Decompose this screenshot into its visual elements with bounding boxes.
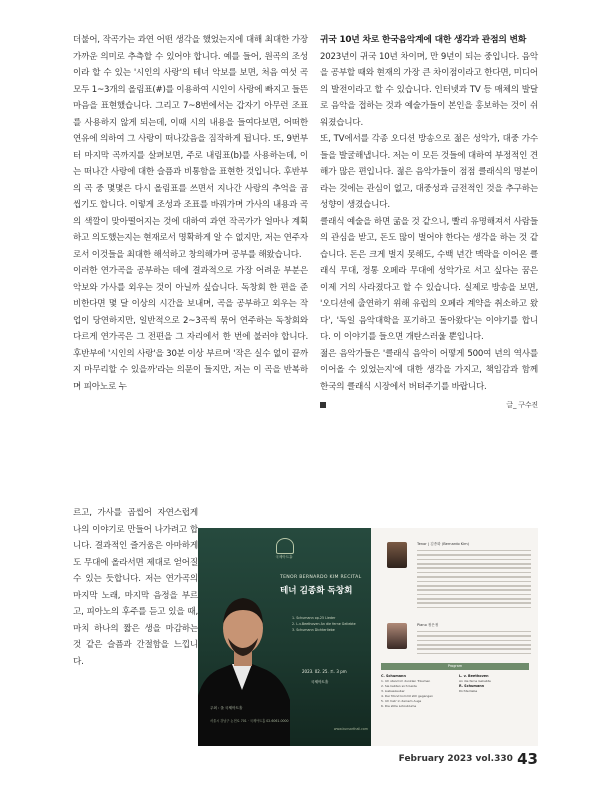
right-paragraph-1: 2023년이 귀국 10년 차이며, 만 9년이 되는 중입니다. 음악을 공부할 때와 현재의 가장 큰 차이점이라고 한다면, 미디어의 발전이라고 할 수 있습니다. 인터넷과 TV 등 매체의 발달로 음악을 접하는 것과 예술가들이 본인을 홍보하는 것이 쉬워졌습니다.	[320, 51, 538, 128]
poster-title: 테너 김종화 독창회	[280, 586, 353, 596]
program-column-1	[381, 674, 451, 709]
pianist-name: Piano 정은정	[417, 623, 439, 627]
pianist-photo	[387, 623, 407, 649]
poster-venue: 국제아트홀	[311, 680, 329, 684]
right-paragraph-3: 클래식 예술을 하면 굶을 것 같으니, 빨리 유명해져서 사람들의 관심을 받고, 돈도 많이 벌어야 한다는 생각을 하는 것 같습니다. 돈은 크게 벌지 못해도, 수백 년간 맥락을 이어온 클래식 무대, 정통 오페라 무대에 성악가로 서고 싶다는 꿈은 이제 거의 사라졌다고 할 수 있습니다. 실제로 방송을 보면, '오디션에 출연하기 위해 유럽의 오페라 계약을 취소하고 왔다', '독일 음악대학을 포기하고 돌아왔다'는 이야기를 합니다. 이 이야기를 들으면 개탄스러울 뿐입니다.	[320, 216, 538, 342]
program-item: 1. Ich stand im dunklen Träumen	[381, 679, 431, 683]
byline	[320, 397, 538, 414]
tenor-bio	[417, 547, 531, 608]
right-paragraph-2: 또, TV에서를 각종 오디션 방송으로 젊은 성악가, 대중 가수들을 발굴해냅니다. 저는 이 모든 것들에 대하여 부정적인 견해가 많은 편입니다. 젊은 음악가들이 점점 클래식의 명분이라는 것에는 관심이 없고, 대중성과 금전적인 것을 추구하는 성향이 생겼습니다.	[320, 134, 538, 210]
program-item: 3. Liebeszauber	[381, 689, 405, 693]
program-header-bar: Program	[381, 663, 529, 670]
program-item: Dichterliebe	[459, 689, 478, 693]
poster-program-line: 3. Schumann Dichterliebe	[292, 628, 335, 632]
left-paragraph-2: 이러한 연가곡을 공부하는 데에 결과적으로 가장 어려운 부분은 악보와 가사를 외우는 것이 아닐까 싶습니다. 독창회 한 편을 준비한다면 몇 달 이상의 시간을 보내며, 곡을 공부하고 외우는 작업이 당연하지만, 일반적으로 2~3곡씩 묶어 연주하는 독창회와 다르게 연가곡은 그 전편을 그 자리에서 한 번에 불러야 합니다. 후반부에 '시인의 사랑'을 30분 이상 부르며 '작은 실수 없이 끝까지 마무리할 수 있을까'라는 의문이 들지만, 저는 이 곡을 반복하며 피아노로 누	[73, 266, 308, 392]
tenor-photo	[387, 542, 407, 568]
poster-program-line: 2. L.v.Beethoven An die ferne Geliebte	[292, 622, 356, 626]
pianist-bio	[417, 628, 531, 654]
program-info-page	[371, 528, 538, 746]
end-mark-icon	[320, 402, 326, 408]
poster-subtitle: TENOR BERNARDO KIM RECITAL	[280, 575, 362, 580]
author-credit: 글_ 구수진	[506, 401, 538, 409]
composer-name: C. Schumann	[381, 674, 406, 678]
program-item: 6. Die stille Lotosblume	[381, 704, 417, 708]
issue-label: February 2023 vol.330	[398, 754, 513, 764]
tenor-name: Tenor | 김종화 (Bernardo Kim)	[417, 542, 470, 546]
poster-date: 2023. 02. 25. 토. 3 pm	[302, 669, 347, 674]
hall-logo-icon	[276, 538, 294, 554]
left-column-text	[73, 32, 308, 395]
program-item: 2. Sie liebten sich beide	[381, 684, 417, 688]
section-title: 귀국 10년 차로 한국음악계에 대한 생각과 관점의 변화	[320, 35, 527, 45]
page-footer	[399, 750, 538, 768]
poster-program	[292, 615, 370, 633]
poster-program-line: 1. Schumann op.25 Lieder	[292, 616, 336, 620]
program-item: An die ferne Geliebte	[459, 679, 491, 683]
recital-poster	[198, 528, 371, 746]
poster-host: 주최 : 을 국제아트홀	[210, 706, 243, 710]
composer-name: R. Schumann	[459, 684, 485, 688]
program-column-2	[459, 674, 529, 694]
left-paragraph-1: 더불어, 작곡가는 과연 어떤 생각을 했었는지에 대해 최대한 가장 가까운 의미로 추측할 수 있어야 합니다. 예를 들어, 원곡의 조성이라 할 수 있는 '시인의 사랑'의 테너 악보를 보면, 처음 여섯 곡 모두 1~3개의 올림표(#)를 이용하여 시인이 사랑에 빠지고 들뜬 마음을 표현했습니다. 그리고 7~8번에서는 갑자기 아무런 조표를 사용하지 않게 되는데, 이때 시의 내용을 들여다보면, 어떠한 연유에 의하여 그 사랑이 떠나갔음을 짐작하게 됩니다. 또, 9번부터 마지막 곡까지를 살펴보면, 주로 내림표(b)를 사용하는데, 이는 떠나간 사랑에 대한 슬픔과 비통함을 표현한 것입니다. 후반부의 곡 중 몇몇은 다시 올림표를 쓰면서 지나간 사랑의 추억을 곱씹기도 합니다. 이렇게 조성과 조표를 바꿔가며 가사의 내용과 곡의 색깔이 맞아떨어지는 것에 대하여 과연 작곡가가 얼마나 계획하고 의도했는지는 현재로서 명확하게 알 수 없지만, 저는 연주자로서 이것들을 최대한 해석하고 창의해가며 공부를 해왔습니다.	[73, 35, 308, 260]
right-paragraph-4: 젊은 음악가들은 '클래식 음악이 어떻게 500여 년의 역사를 이어올 수 있었는지'에 대한 생각을 가지고, 책임감과 함께 한국의 클래식 시장에서 버텨주기를 바랍니다.	[320, 348, 538, 392]
poster-footer: 서울시 강남구 논현로 701 · 국제아트홀 02.6061.0000	[210, 719, 289, 723]
program-item: 4. Der Mond kommt still gegangen	[381, 694, 434, 698]
page-number: 43	[517, 750, 538, 768]
program-item: 5. Ich hab' in deinem Auge	[381, 699, 422, 703]
poster-website: www.kunsarthall.com	[333, 727, 368, 731]
poster-venue-logo-text: 국제아트홀	[275, 555, 293, 559]
composer-name: L. v. Beethoven	[459, 674, 489, 678]
left-column-bottom-text	[73, 505, 198, 670]
right-column-text	[320, 32, 538, 414]
recital-program-image	[198, 528, 538, 746]
left-bottom-paragraph: 르고, 가사를 곱씹어 자연스럽게 나의 이야기로 만들어 나가려고 합니다. 결과적인 즐거움은 아마하게도 무대에 올라서면 제대로 얻어질 수 있는 듯합니다. 저는 연가곡의 마지막 노래, 마지막 음정을 부르고, 피아노의 후주를 듣고 있을 때, 마치 하나의 짧은 생을 마감하는 것 같은 슬픔과 간절함을 느낍니다.	[73, 508, 198, 667]
